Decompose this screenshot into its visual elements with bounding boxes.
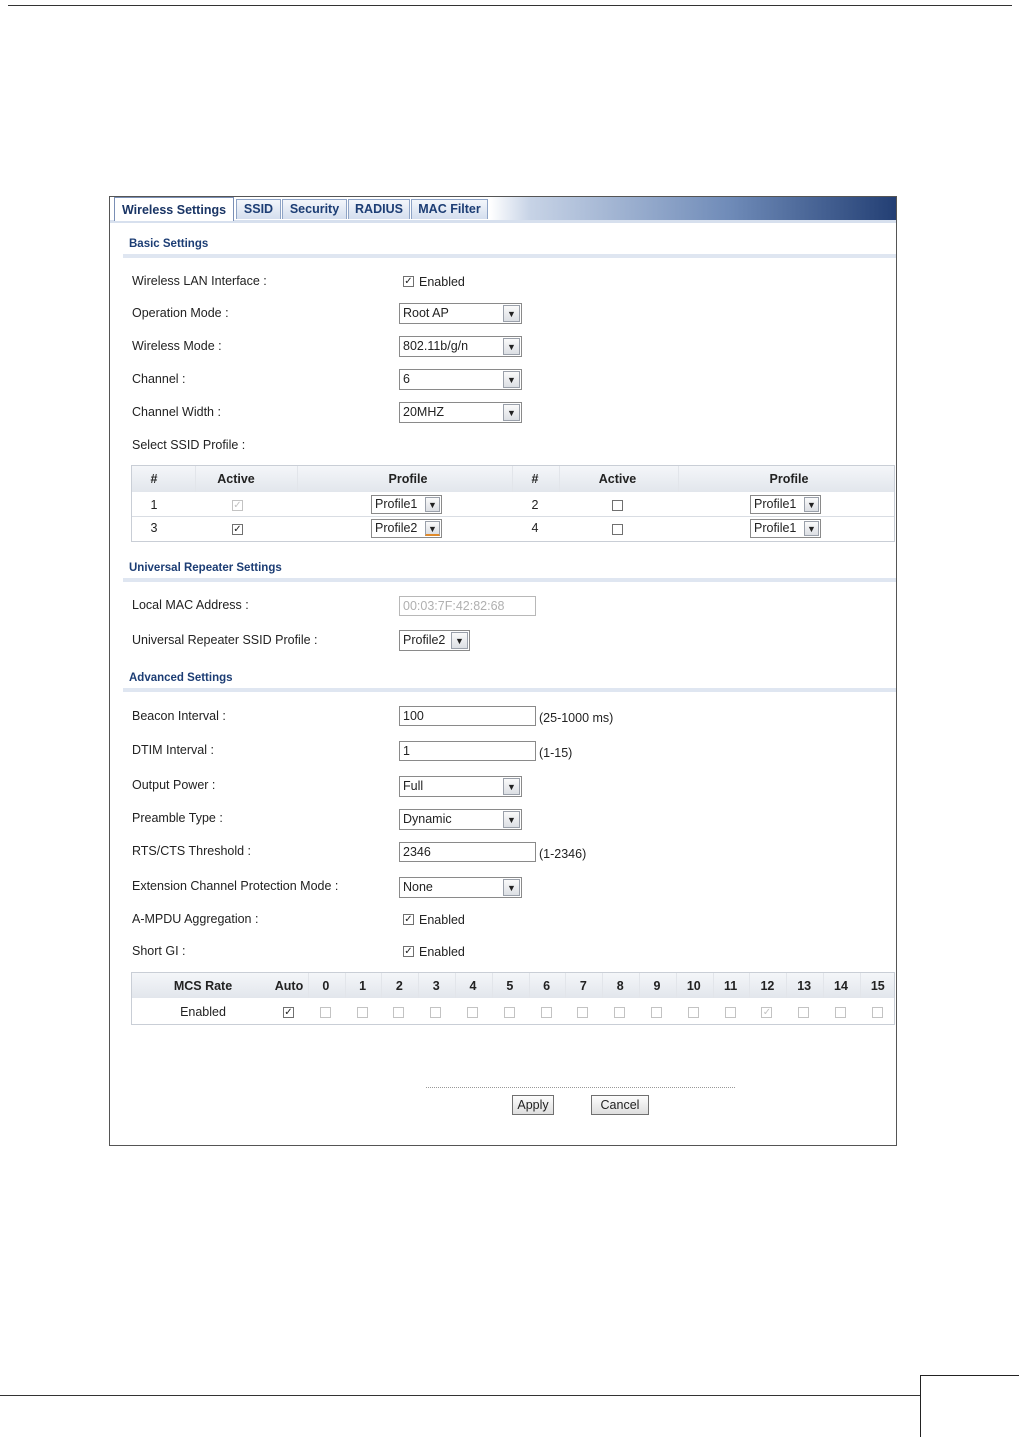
wlan-enabled-checkbox[interactable]: ✓ [404,276,413,287]
channel-value: 6 [403,372,410,386]
ssid-col-num-2: # [531,472,539,486]
mcs-4-checkbox[interactable] [467,1007,478,1018]
mcs-10-checkbox[interactable] [688,1007,699,1018]
col-divider [381,973,382,998]
col-divider [418,973,419,998]
col-divider [713,973,714,998]
mcs-col-1: 1 [359,979,367,993]
local-mac-field: 00:03:7F:42:82:68 [399,596,536,616]
ext-channel-protection-value: None [403,880,433,894]
mcs-col-6: 6 [543,979,551,993]
beacon-interval-label: Beacon Interval : [132,709,226,723]
chevron-down-icon: ▼ [425,497,440,512]
repeater-ssid-value: Profile2 [403,633,446,647]
channel-label: Channel : [132,372,186,386]
chevron-down-icon: ▼ [503,879,520,896]
mcs-col-10: 10 [686,979,701,993]
ssid-3-profile-value: Profile2 [375,521,418,535]
ext-channel-protection-select[interactable] [399,877,522,898]
ext-channel-protection-label: Extension Channel Protection Mode : [132,879,339,893]
ssid-1-profile-value: Profile1 [375,497,418,511]
ssid-3-profile-select[interactable] [371,519,442,538]
short-gi-label: Short GI : [132,944,186,958]
chevron-down-icon: ▼ [425,521,440,536]
tab-mac-filter[interactable]: MAC Filter [411,199,488,219]
wlan-enabled-label: Enabled [419,275,465,289]
mcs-col-8: 8 [616,979,624,993]
mcs-2-checkbox[interactable] [393,1007,404,1018]
ssid-1-active-checkbox[interactable]: ✓ [233,500,242,511]
page-number-box [920,1375,1019,1437]
mcs-14-checkbox[interactable] [835,1007,846,1018]
chevron-down-icon: ▼ [503,305,520,322]
mcs-col-14: 14 [834,979,848,993]
repeater-ssid-select[interactable] [399,630,470,651]
output-power-label: Output Power : [132,778,216,792]
repeater-settings-title: Universal Repeater Settings [129,562,282,574]
ampdu-label: A-MPDU Aggregation : [132,912,259,926]
beacon-interval-range: (25-1000 ms) [539,711,614,725]
ssid-2-profile-value: Profile1 [754,497,797,511]
chevron-down-icon: ▼ [503,404,520,421]
ssid-col-profile-2: Profile [769,472,809,486]
preamble-type-select[interactable] [399,809,522,830]
repeater-settings-divider [123,578,896,582]
chevron-down-icon: ▼ [804,497,819,512]
ssid-col-active-2: Active [598,472,637,486]
apply-button[interactable]: Apply [512,1095,554,1115]
mcs-11-checkbox[interactable] [725,1007,736,1018]
table-row-num: 4 [531,521,539,535]
ampdu-enabled-checkbox[interactable]: ✓ [404,914,413,925]
col-divider [492,973,493,998]
ssid-2-active-checkbox[interactable] [612,500,623,511]
mcs-col-15: 15 [870,979,885,993]
chevron-down-icon: ▼ [451,632,468,649]
operation-mode-value: Root AP [403,306,449,320]
chevron-down-icon: ▼ [804,521,819,536]
col-divider [749,973,750,998]
wireless-mode-label: Wireless Mode : [132,339,222,353]
wlan-interface-label: Wireless LAN Interface : [132,274,267,288]
channel-width-label: Channel Width : [132,405,221,419]
output-power-select[interactable] [399,776,522,797]
tab-radius[interactable]: RADIUS [348,199,410,219]
rts-threshold-input[interactable]: 2346 [399,842,536,862]
wireless-settings-panel [109,196,897,1146]
channel-width-value: 20MHZ [403,405,444,419]
ssid-4-active-checkbox[interactable] [612,524,623,535]
table-row-num: 3 [150,521,158,535]
select-ssid-profile-label: Select SSID Profile : [132,438,246,452]
mcs-col-auto: Auto [274,979,304,993]
preamble-type-value: Dynamic [403,812,452,826]
mcs-6-checkbox[interactable] [541,1007,552,1018]
mcs-col-2: 2 [395,979,403,993]
output-power-value: Full [403,779,424,793]
mcs-enabled-label: Enabled [180,1005,226,1019]
mcs-col-4: 4 [469,979,477,993]
operation-mode-select[interactable] [399,303,522,324]
mcs-8-checkbox[interactable] [614,1007,625,1018]
short-gi-enabled-checkbox[interactable]: ✓ [404,946,413,957]
mcs-col-5: 5 [506,979,514,993]
ssid-col-active: Active [217,472,255,486]
mcs-col-12: 12 [760,979,775,993]
button-separator [426,1087,735,1088]
mcs-7-checkbox[interactable] [577,1007,588,1018]
mcs-0-checkbox[interactable] [320,1007,331,1018]
preamble-type-label: Preamble Type : [132,811,223,825]
table-row-num: 1 [150,498,158,512]
tab-ssid[interactable]: SSID [236,199,281,219]
page-top-rule [8,5,1012,6]
col-divider [529,973,530,998]
tab-security[interactable]: Security [282,199,347,219]
channel-select[interactable] [399,369,522,390]
page-bottom-rule [0,1395,920,1396]
mcs-5-checkbox[interactable] [504,1007,515,1018]
col-divider [308,973,309,998]
advanced-settings-divider [123,688,896,692]
wireless-mode-select[interactable] [399,336,522,357]
table-row-num: 2 [531,498,539,512]
col-divider [823,973,824,998]
mcs-rate-header: MCS Rate [173,979,233,993]
mcs-col-3: 3 [432,979,440,993]
advanced-settings-title: Advanced Settings [129,672,233,684]
dtim-interval-input[interactable]: 1 [399,741,536,761]
chevron-down-icon: ▼ [503,811,520,828]
ssid-col-profile: Profile [388,472,428,486]
rts-threshold-range: (1-2346) [539,847,587,861]
beacon-interval-input[interactable]: 100 [399,706,536,726]
col-divider [345,973,346,998]
mcs-13-checkbox[interactable] [798,1007,809,1018]
col-divider [455,973,456,998]
mcs-15-checkbox[interactable] [872,1007,883,1018]
mcs-12-checkbox[interactable]: ✓ [762,1007,772,1018]
col-divider [639,973,640,998]
basic-settings-divider [123,254,896,258]
col-divider [860,973,861,998]
ssid-2-profile-select[interactable] [750,495,821,514]
mcs-9-checkbox[interactable] [651,1007,662,1018]
ssid-1-profile-select[interactable] [371,495,442,514]
dtim-interval-range: (1-15) [539,746,573,760]
mcs-col-9: 9 [653,979,661,993]
ssid-4-profile-value: Profile1 [754,521,797,535]
ampdu-enabled-label: Enabled [419,913,465,927]
row-divider [132,516,894,517]
channel-width-select[interactable] [399,402,522,423]
repeater-ssid-label: Universal Repeater SSID Profile : [132,633,318,647]
ssid-col-num: # [150,472,158,486]
dtim-interval-label: DTIM Interval : [132,743,214,757]
local-mac-label: Local MAC Address : [132,598,249,612]
cancel-button[interactable]: Cancel [591,1095,649,1115]
col-divider [565,973,566,998]
col-divider [602,973,603,998]
ssid-3-active-checkbox[interactable]: ✓ [233,524,242,535]
mcs-col-11: 11 [723,979,738,993]
mcs-col-0: 0 [322,979,330,993]
rts-threshold-label: RTS/CTS Threshold : [132,844,252,858]
chevron-down-icon: ▼ [503,371,520,388]
chevron-down-icon: ▼ [503,338,520,355]
tab-wireless-settings[interactable]: Wireless Settings [114,197,234,221]
mcs-col-7: 7 [579,979,587,993]
col-divider [676,973,677,998]
ssid-4-profile-select[interactable] [750,519,821,538]
mcs-1-checkbox[interactable] [357,1007,368,1018]
col-divider [786,973,787,998]
short-gi-enabled-label: Enabled [419,945,465,959]
basic-settings-title: Basic Settings [129,238,209,250]
mcs-col-13: 13 [797,979,812,993]
operation-mode-label: Operation Mode : [132,306,229,320]
mcs-auto-checkbox[interactable]: ✓ [284,1007,293,1018]
mcs-3-checkbox[interactable] [430,1007,441,1018]
chevron-down-icon: ▼ [503,778,520,795]
wireless-mode-value: 802.11b/g/n [403,339,469,353]
